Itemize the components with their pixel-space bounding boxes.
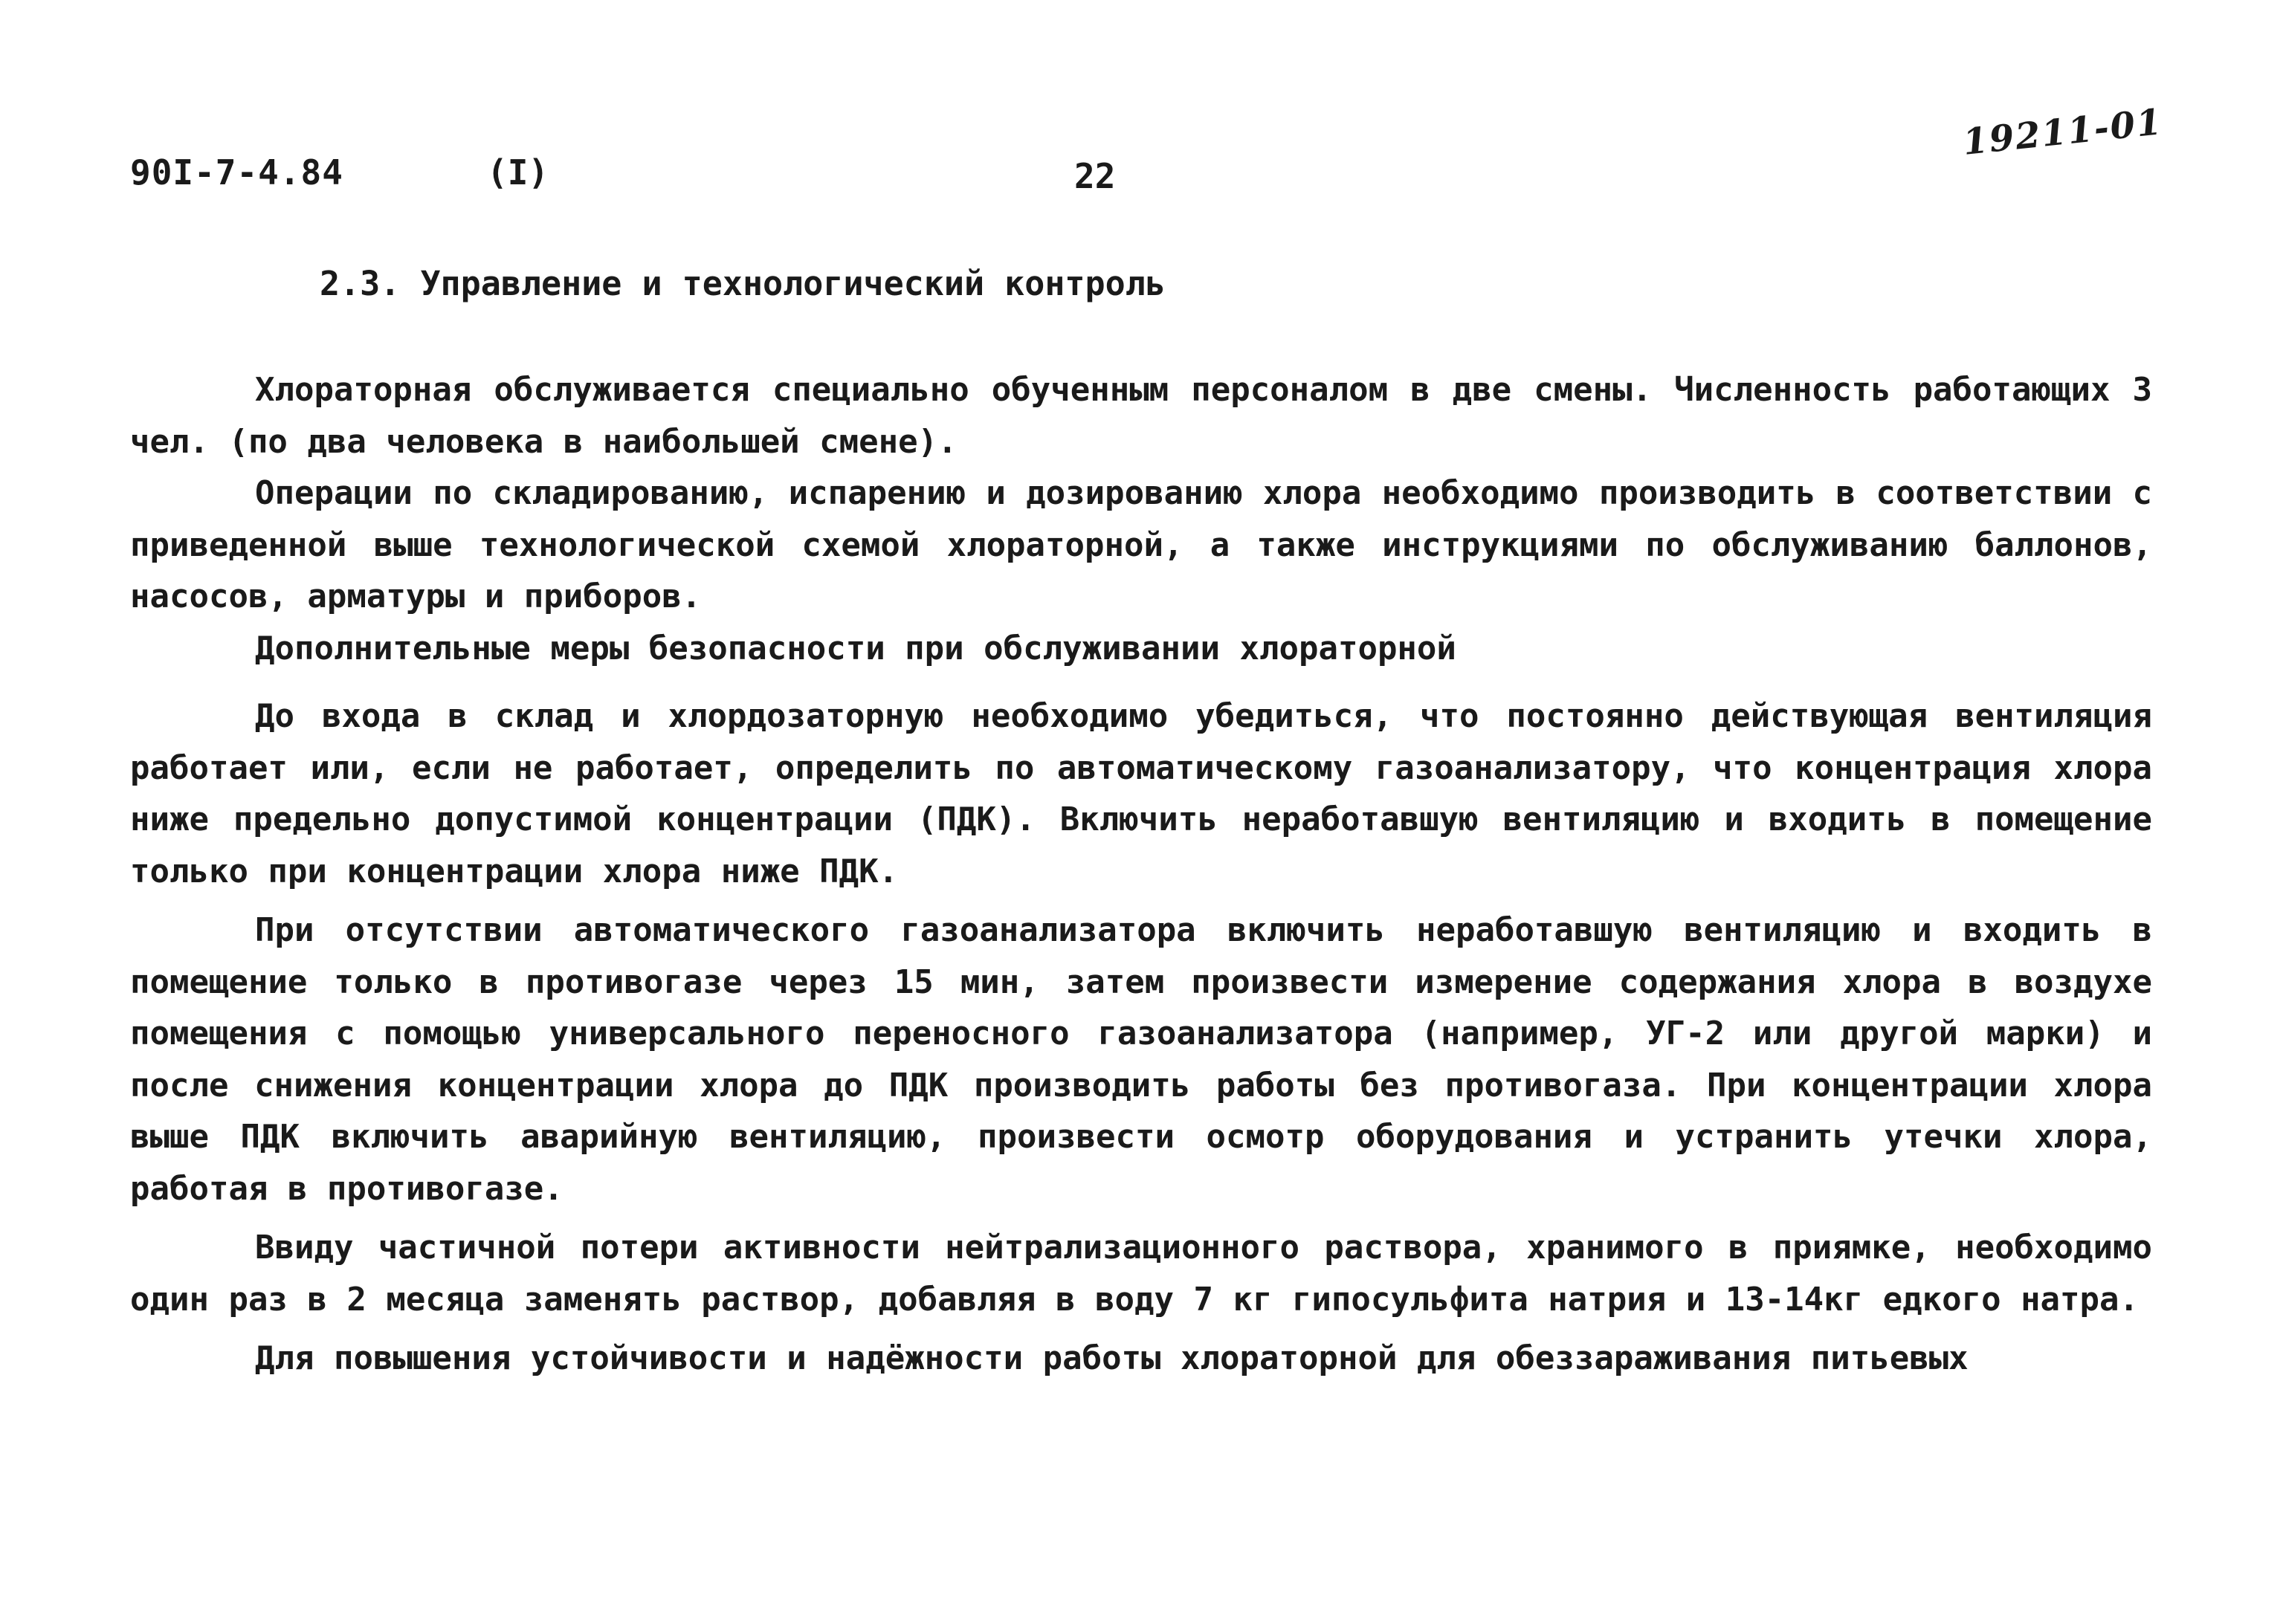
- paragraph-entry-rules: До входа в склад и хлордозаторную необходимо убедиться, что постоянно действующая вентиляция работает или, если не работает, определить по автоматическому газоанализатору, что концентрация хлора ниже предельно допустимой концентрации (ПДК). Включить неработавшую вентиляцию и входить в помещение только при концентрации хлора ниже ПДК.: [130, 697, 2152, 890]
- document-part: (I): [487, 152, 549, 193]
- page-number: 22: [1074, 156, 1116, 196]
- document-code: 90I-7-4.84: [130, 152, 343, 193]
- paragraph-operations: Операции по складированию, испарению и дозированию хлора необходимо производить в соответствии с приведенной выше технологической схемой хлораторной, а также инструкциями по обслуживанию баллонов, насосов, арматуры и приборов.: [130, 474, 2152, 615]
- body-text: [130, 364, 2152, 1385]
- paragraph-safety-heading: Дополнительные меры безопасности при обслуживании хлораторной: [255, 629, 1456, 667]
- handwritten-note: 19211-01: [1960, 101, 2165, 164]
- section-title: 2.3. Управление и технологический контроль: [320, 264, 1166, 303]
- paragraph-staffing: Хлораторная обслуживается специально обученным персоналом в две смены. Численность работающих 3 чел. (по два человека в наибольшей смене).: [130, 371, 2152, 461]
- paragraph-reliability: Для повышения устойчивости и надёжности работы хлораторной для обеззараживания питьевых: [255, 1339, 1969, 1377]
- paragraph-neutralization: Ввиду частичной потери активности нейтрализационного раствора, хранимого в приямке, необходимо один раз в 2 месяца заменять раствор, добавляя в воду 7 кг гипосульфита натрия и 13-14кг едкого натра.: [130, 1229, 2152, 1319]
- paragraph-no-analyzer: При отсутствии автоматического газоанализатора включить неработавшую вентиляцию и входить в помещение только в противогазе через 15 мин, затем произвести измерение содержания хлора в воздухе помещения с помощью универсального переносного газоанализатора (например, УГ-2 или другой марки) и после снижения концентрации хлора до ПДК производить работы без противогаза. При концентрации хлора выше ПДК включить аварийную вентиляцию, произвести осмотр оборудования и устранить утечки хлора, работая в противогазе.: [130, 911, 2152, 1208]
